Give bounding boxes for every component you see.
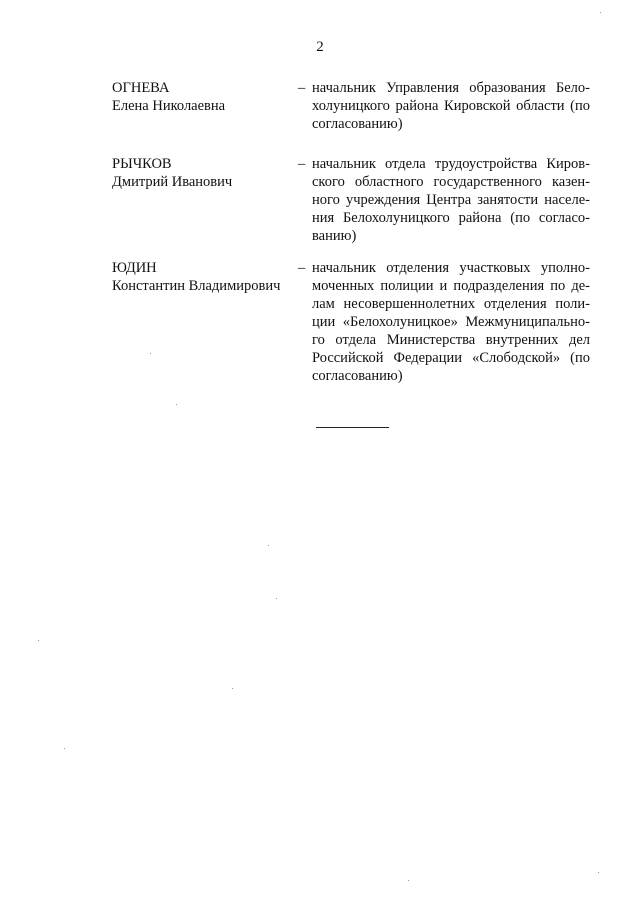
scan-speck xyxy=(232,688,233,689)
dash-separator: – xyxy=(298,156,306,172)
page-number: 2 xyxy=(316,39,324,55)
position-line: ванию) xyxy=(312,228,357,244)
scan-speck xyxy=(38,640,39,641)
position-line: моченных полиции и подразделения по де- xyxy=(312,278,590,294)
member-surname: РЫЧКОВ xyxy=(112,156,172,172)
position-line: ного учреждения Центра занятости населе- xyxy=(312,192,590,208)
scan-speck xyxy=(276,598,277,599)
member-name xyxy=(112,259,290,295)
position-line: ского областного государственного казен- xyxy=(312,174,590,190)
position-line: го отдела Министерства внутренних дел xyxy=(312,332,590,348)
scan-speck xyxy=(150,353,151,354)
position-line: ния Белохолуницкого района (по согласо- xyxy=(312,210,590,226)
member-position xyxy=(312,79,590,133)
position-line: начальник отдела трудоустройства Киров- xyxy=(312,156,590,172)
scan-speck xyxy=(176,404,177,405)
position-line: начальник отделения участковых уполно- xyxy=(312,260,590,276)
scan-speck xyxy=(598,872,599,873)
position-line: начальник Управления образования Бело- xyxy=(312,80,590,96)
scan-speck xyxy=(268,545,269,546)
end-of-list-rule xyxy=(316,427,389,428)
dash-separator: – xyxy=(298,260,306,276)
member-surname: ОГНЕВА xyxy=(112,80,170,96)
scan-speck xyxy=(408,880,409,881)
member-name xyxy=(112,155,290,191)
scan-speck xyxy=(600,12,601,13)
position-line: лам несовершеннолетних отделения поли- xyxy=(312,296,590,312)
position-line: холуницкого района Кировской области (по xyxy=(312,98,590,114)
position-line: согласованию) xyxy=(312,368,403,384)
member-given-names: Дмитрий Иванович xyxy=(112,174,233,190)
position-line: ции «Белохолуницкое» Межмуниципально- xyxy=(312,314,590,330)
member-given-names: Елена Николаевна xyxy=(112,98,226,114)
member-surname: ЮДИН xyxy=(112,260,157,276)
member-position xyxy=(312,259,590,385)
member-position xyxy=(312,155,590,245)
position-line: Российской Федерации «Слободской» (по xyxy=(312,350,590,366)
scan-speck xyxy=(64,748,65,749)
dash-separator: – xyxy=(298,80,306,96)
position-line: согласованию) xyxy=(312,116,403,132)
member-name xyxy=(112,79,290,115)
member-given-names: Константин Владимирович xyxy=(112,278,281,294)
